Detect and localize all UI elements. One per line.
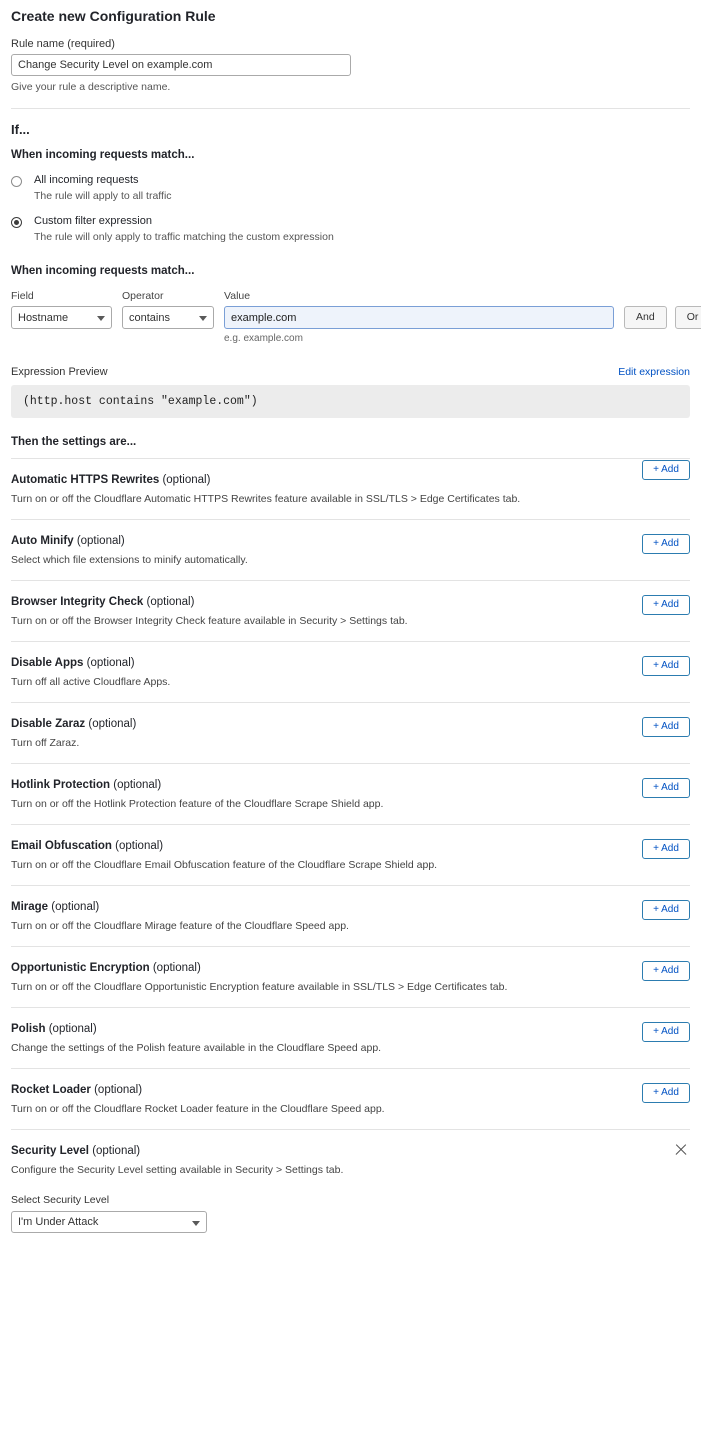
setting-description: Change the settings of the Polish feature available in the Cloudflare Speed app. (11, 1042, 382, 1054)
setting-name: Email Obfuscation (11, 840, 112, 852)
page-title: Create new Configuration Rule (11, 8, 216, 24)
setting-description: Turn on or off the Cloudflare Rocket Loader feature in the Cloudflare Speed app. (11, 1103, 385, 1115)
setting-name: Hotlink Protection (11, 779, 111, 791)
and-or-group (624, 306, 701, 329)
setting-description: Turn on or off the Cloudflare Email Obfuscation feature of the Cloudflare Scrape Shield app. (11, 859, 438, 871)
radio-desc-all-requests: The rule will apply to all traffic (34, 190, 172, 202)
or-button[interactable]: Or (675, 306, 701, 329)
add-button[interactable]: + Add (642, 534, 690, 554)
add-button[interactable]: + Add (642, 961, 690, 981)
setting-description: Turn on or off the Browser Integrity Check feature available in Security > Settings tab. (11, 615, 408, 627)
divider (11, 108, 690, 109)
setting-optional: (optional) (113, 779, 162, 791)
add-button[interactable]: + Add (642, 656, 690, 676)
radio-icon-custom-filter[interactable] (11, 217, 22, 228)
setting-browser-integrity-check (11, 580, 690, 641)
add-button[interactable]: + Add (642, 595, 690, 615)
close-icon[interactable] (674, 1143, 688, 1157)
add-button[interactable]: + Add (642, 1022, 690, 1042)
setting-security-level (11, 1129, 690, 1247)
setting-name: Disable Zaraz (11, 718, 86, 730)
setting-optional: (optional) (48, 1023, 97, 1035)
setting-name: Opportunistic Encryption (11, 962, 150, 974)
add-button[interactable]: + Add (642, 1083, 690, 1103)
setting-automatic-https-rewrites (11, 458, 690, 519)
setting-description: Turn on or off the Cloudflare Opportunistic Encryption feature available in SSL/TLS > Edge Certificates tab. (11, 981, 508, 993)
setting-optional: (optional) (162, 474, 211, 486)
edit-expression-link[interactable]: Edit expression (618, 366, 690, 378)
rule-name-group (11, 38, 690, 93)
setting-auto-minify (11, 519, 690, 580)
field-label: Field (11, 290, 34, 302)
setting-disable-zaraz (11, 702, 690, 763)
setting-name: Auto Minify (11, 535, 74, 547)
radio-icon-all-requests[interactable] (11, 176, 22, 187)
if-section-heading: If... (11, 122, 30, 137)
setting-name: Disable Apps (11, 657, 84, 669)
operator-select[interactable] (122, 306, 214, 329)
rule-name-helper: Give your rule a descriptive name. (11, 81, 171, 93)
setting-optional: (optional) (88, 718, 137, 730)
add-button[interactable]: + Add (642, 778, 690, 798)
setting-mirage (11, 885, 690, 946)
if-match-heading: When incoming requests match... (11, 149, 195, 161)
expression-builder-row (11, 290, 699, 344)
expression-builder-heading: When incoming requests match... (11, 265, 195, 277)
setting-email-obfuscation (11, 824, 690, 885)
setting-name: Rocket Loader (11, 1084, 91, 1096)
setting-optional: (optional) (146, 596, 195, 608)
security-level-select-label: Select Security Level (11, 1194, 110, 1206)
add-button[interactable]: + Add (642, 900, 690, 920)
radio-label-custom-filter: Custom filter expression (34, 215, 152, 227)
setting-optional: (optional) (76, 535, 125, 547)
setting-name: Automatic HTTPS Rewrites (11, 474, 160, 486)
rule-name-label: Rule name (required) (11, 38, 115, 50)
setting-name: Security Level (11, 1145, 89, 1157)
setting-description: Turn off Zaraz. (11, 737, 80, 749)
add-button[interactable]: + Add (642, 717, 690, 737)
value-input[interactable] (224, 306, 614, 329)
setting-name: Polish (11, 1023, 46, 1035)
radio-option-all-requests[interactable] (11, 174, 690, 202)
setting-description: Turn on or off the Hotlink Protection feature of the Cloudflare Scrape Shield app. (11, 798, 384, 810)
setting-opportunistic-encryption (11, 946, 690, 1007)
field-select[interactable] (11, 306, 112, 329)
setting-optional: (optional) (115, 840, 164, 852)
expression-preview-header (11, 366, 690, 378)
value-label: Value (224, 290, 251, 302)
and-button[interactable]: And (624, 306, 667, 329)
then-section-heading: Then the settings are... (11, 436, 137, 448)
value-hint: e.g. example.com (224, 333, 303, 344)
add-button[interactable]: + Add (642, 839, 690, 859)
radio-label-all-requests: All incoming requests (34, 174, 139, 186)
setting-description: Select which file extensions to minify automatically. (11, 554, 248, 566)
setting-name: Browser Integrity Check (11, 596, 144, 608)
setting-polish (11, 1007, 690, 1068)
setting-description: Configure the Security Level setting available in Security > Settings tab. (11, 1164, 344, 1176)
setting-optional: (optional) (86, 657, 135, 669)
setting-optional: (optional) (94, 1084, 143, 1096)
setting-description: Turn off all active Cloudflare Apps. (11, 676, 171, 688)
add-button[interactable]: + Add (642, 460, 690, 480)
setting-name: Mirage (11, 901, 49, 913)
setting-optional: (optional) (51, 901, 100, 913)
setting-description: Turn on or off the Cloudflare Mirage feature of the Cloudflare Speed app. (11, 920, 349, 932)
operator-label: Operator (122, 290, 164, 302)
field-column (11, 290, 112, 329)
setting-optional: (optional) (92, 1145, 141, 1157)
value-column (224, 290, 614, 344)
setting-hotlink-protection (11, 763, 690, 824)
field-select-value: Hostname (18, 311, 69, 324)
operator-column (122, 290, 214, 329)
rule-name-input[interactable] (11, 54, 351, 76)
security-level-select-value: I'm Under Attack (18, 1216, 99, 1228)
setting-description: Turn on or off the Cloudflare Automatic HTTPS Rewrites feature available in SSL/TLS > Edge Certificates tab. (11, 493, 521, 505)
expression-preview-label: Expression Preview (11, 366, 108, 378)
security-level-select[interactable] (11, 1211, 207, 1233)
setting-rocket-loader (11, 1068, 690, 1129)
setting-disable-apps (11, 641, 690, 702)
operator-select-value: contains (129, 311, 170, 324)
radio-desc-custom-filter: The rule will only apply to traffic matching the custom expression (34, 231, 334, 243)
radio-option-custom-filter[interactable] (11, 215, 690, 243)
expression-preview-box: (http.host contains "example.com") (11, 385, 690, 418)
setting-optional: (optional) (152, 962, 201, 974)
